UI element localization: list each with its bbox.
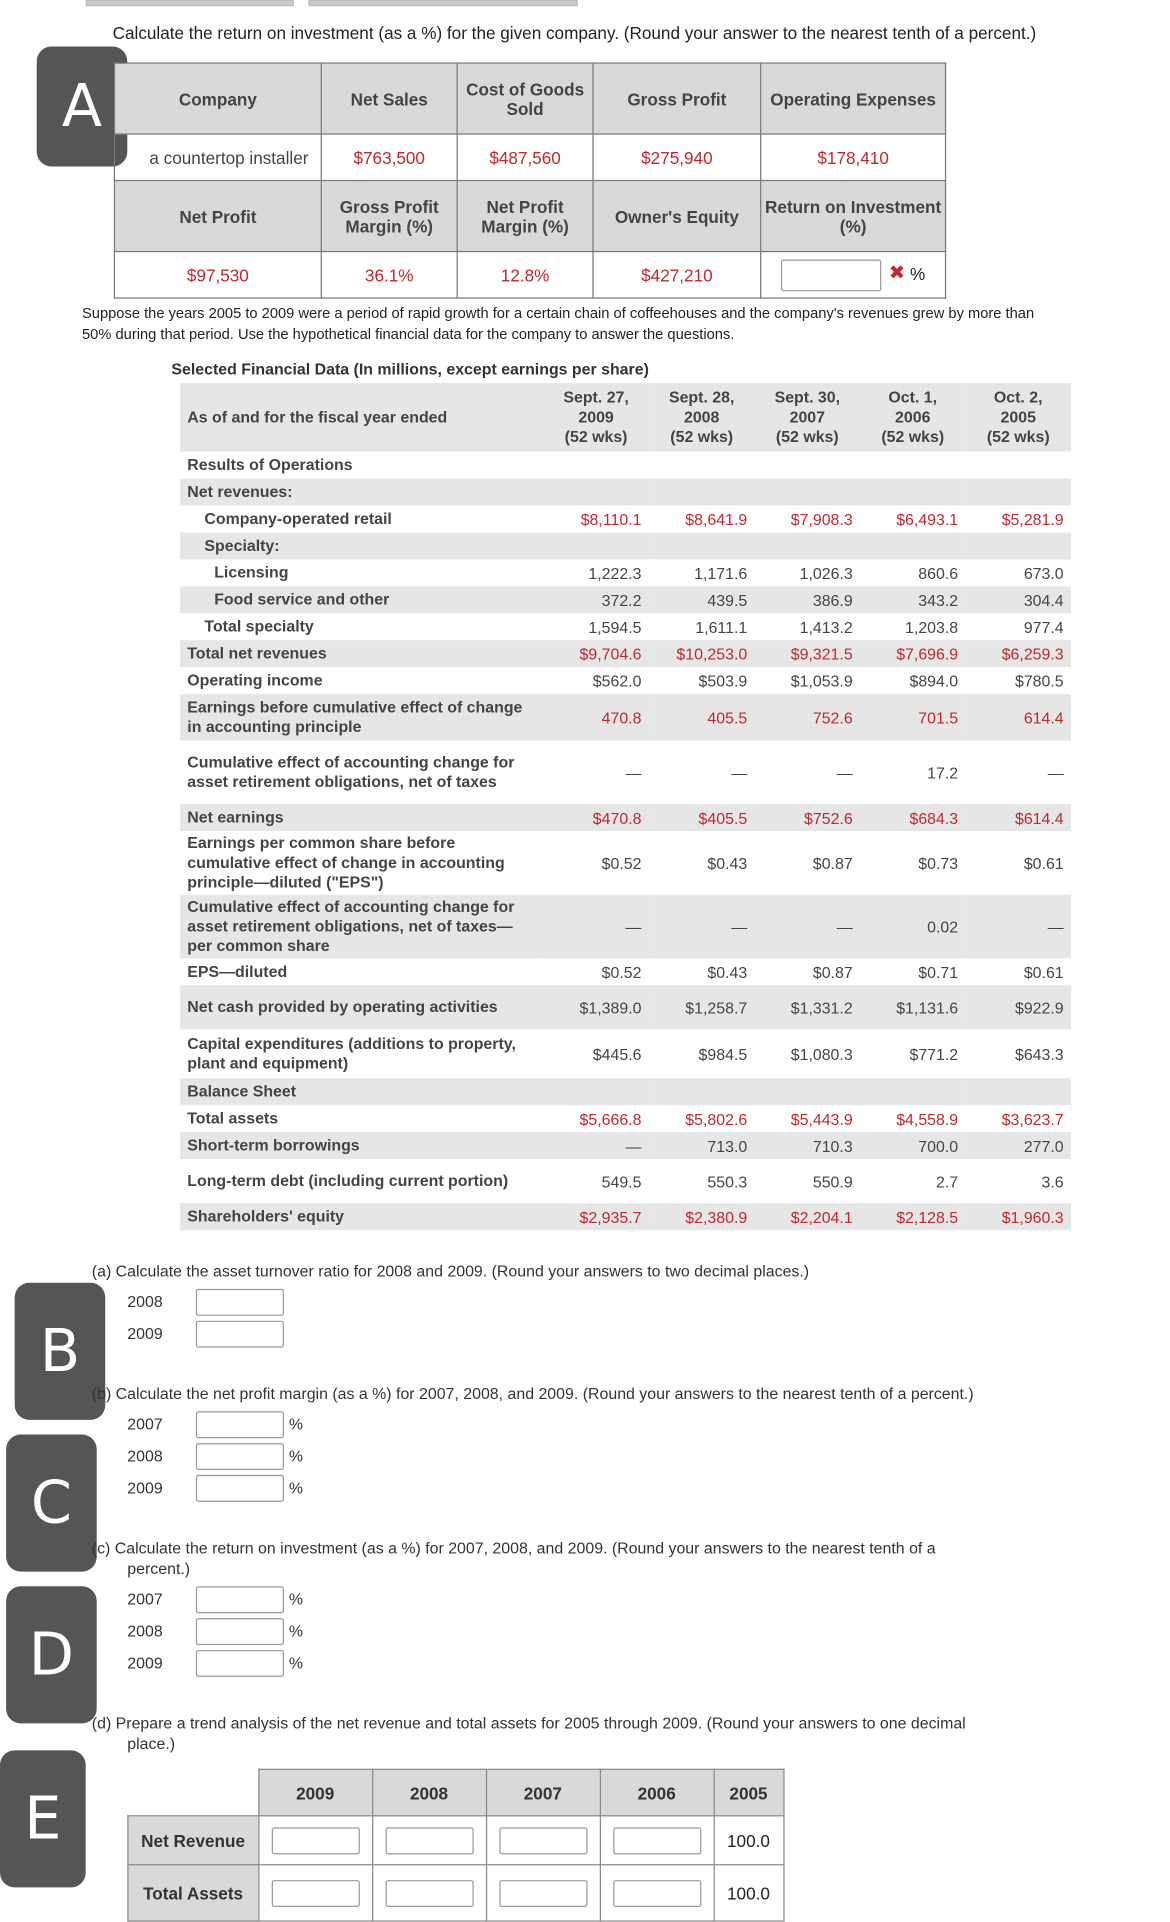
fin-row bbox=[180, 1105, 1071, 1132]
asset-turnover-2009-input[interactable] bbox=[196, 1321, 284, 1348]
fin-cell: $8,641.9 bbox=[685, 509, 748, 529]
fin-cell: $0.71 bbox=[918, 962, 959, 982]
trend-table bbox=[127, 1769, 784, 1922]
cell-net-margin: 12.8% bbox=[457, 252, 593, 299]
fin-cell bbox=[649, 479, 755, 506]
incorrect-x-icon: ✖ bbox=[888, 263, 906, 285]
fin-cell: 277.0 bbox=[965, 1132, 1071, 1159]
fin-cell: $6,259.3 bbox=[965, 640, 1071, 667]
fin-cell: — bbox=[543, 1132, 648, 1159]
fin-cell: — bbox=[965, 895, 1071, 959]
financial-data-table bbox=[180, 383, 1071, 1230]
part-d-text-2: place.) bbox=[127, 1734, 176, 1753]
header-net-profit: Net Profit bbox=[114, 181, 321, 252]
fin-row bbox=[180, 452, 1071, 479]
fin-cell: 439.5 bbox=[649, 586, 755, 613]
top-border-right bbox=[308, 0, 577, 6]
fin-cell bbox=[649, 1078, 755, 1105]
fin-cell: $2,204.1 bbox=[755, 1203, 860, 1230]
fin-cell: 0.02 bbox=[860, 895, 965, 959]
fin-cell bbox=[543, 532, 648, 559]
part-c-year-2009: 2009 bbox=[127, 1653, 163, 1672]
fin-cell: $1,331.2 bbox=[755, 985, 860, 1029]
fin-cell: — bbox=[731, 763, 748, 782]
net-margin-2009-input[interactable] bbox=[196, 1475, 284, 1502]
intro-text: Suppose the years 2005 to 2009 were a period of rapid growth for a certain chain of coffeehouses and the company's revenues grew by more than 50% during that period. Use the hypothetical financial data for the company to answer the questions. bbox=[82, 304, 1035, 343]
fin-cell: $922.9 bbox=[965, 985, 1071, 1029]
fin-cell: $771.2 bbox=[909, 1044, 959, 1064]
percent-sign: % bbox=[288, 1589, 304, 1609]
fin-cell: $0.87 bbox=[812, 962, 853, 982]
cell-operating-expenses: $178,410 bbox=[761, 134, 946, 181]
fin-cell: $0.87 bbox=[812, 853, 853, 873]
part-a-year-2009: 2009 bbox=[127, 1324, 163, 1343]
fin-column-header-line: Sept. 28, bbox=[668, 388, 735, 407]
fin-cell: $984.5 bbox=[698, 1044, 748, 1064]
fin-column-header bbox=[543, 383, 648, 452]
tab-c[interactable]: C bbox=[6, 1435, 97, 1572]
top-question: Calculate the return on investment (as a %) for the given company. (Round your answer to the nearest tenth of a percent.) bbox=[112, 23, 1037, 43]
fin-cell bbox=[649, 532, 755, 559]
fin-row-label: Shareholders' equity bbox=[180, 1203, 543, 1230]
fin-cell: $894.0 bbox=[909, 671, 959, 690]
fin-cell: $503.9 bbox=[698, 671, 748, 690]
fin-cell: $0.52 bbox=[601, 962, 642, 982]
fin-cell bbox=[860, 532, 965, 559]
fin-column-header-line: (52 wks) bbox=[881, 427, 945, 446]
tab-b[interactable]: B bbox=[15, 1283, 106, 1420]
fin-row-label: Licensing bbox=[214, 563, 289, 582]
header-net-margin: Net Profit Margin (%) bbox=[457, 181, 593, 252]
fin-cell: 713.0 bbox=[649, 1132, 755, 1159]
fin-row bbox=[180, 1203, 1071, 1230]
trend-row-total-assets: Total Assets bbox=[128, 1865, 258, 1921]
fin-cell: 1,594.5 bbox=[588, 617, 642, 636]
fin-cell bbox=[755, 479, 860, 506]
fin-cell: $1,258.7 bbox=[649, 985, 755, 1029]
fin-cell bbox=[860, 452, 965, 479]
asset-turnover-2008-input[interactable] bbox=[196, 1289, 284, 1316]
fin-row bbox=[180, 804, 1071, 831]
part-c-year-2007: 2007 bbox=[127, 1589, 163, 1609]
fin-cell: — bbox=[755, 895, 860, 959]
part-c-text-2: percent.) bbox=[127, 1559, 191, 1578]
fin-cell: 1,171.6 bbox=[694, 563, 748, 583]
fin-column-header bbox=[965, 383, 1071, 452]
fin-cell: 860.6 bbox=[918, 563, 959, 583]
trend-revenue-2008-input[interactable] bbox=[385, 1827, 473, 1854]
fin-cell: $2,935.7 bbox=[543, 1203, 648, 1230]
trend-row-net-revenue: Net Revenue bbox=[128, 1816, 258, 1865]
part-b-year-2008: 2008 bbox=[127, 1446, 163, 1466]
fin-cell: $7,696.9 bbox=[860, 640, 965, 667]
fin-row bbox=[180, 559, 1071, 586]
fin-cell: $1,053.9 bbox=[790, 671, 853, 690]
fin-column-header bbox=[649, 383, 755, 452]
cell-net-sales: $763,500 bbox=[321, 134, 457, 181]
fin-row-label: Net earnings bbox=[180, 804, 543, 831]
tab-e[interactable]: E bbox=[0, 1750, 86, 1887]
fin-cell: $10,253.0 bbox=[649, 640, 755, 667]
fin-cell: 1,611.1 bbox=[695, 617, 748, 636]
fin-cell: 673.0 bbox=[1023, 563, 1064, 583]
fin-row-label: Net cash provided by operating activities bbox=[180, 985, 543, 1029]
fin-cell: 977.4 bbox=[1023, 617, 1064, 636]
percent-sign: % bbox=[288, 1478, 304, 1497]
trend-header-2007: 2007 bbox=[486, 1769, 600, 1816]
fin-cell: $1,080.3 bbox=[790, 1044, 853, 1064]
cell-roi bbox=[761, 252, 946, 299]
part-a-year-2008: 2008 bbox=[127, 1292, 163, 1311]
fin-row-label: Cumulative effect of accounting change for asset retirement obligations, net of taxes—per common share bbox=[180, 895, 543, 959]
fin-cell: 549.5 bbox=[601, 1171, 642, 1191]
fin-cell: 372.2 bbox=[543, 586, 648, 613]
company-table bbox=[114, 62, 946, 298]
trend-header-2005: 2005 bbox=[714, 1769, 784, 1816]
percent-sign: % bbox=[288, 1446, 304, 1466]
fin-column-header-line: Sept. 27, bbox=[563, 388, 629, 407]
fin-row-label: Earnings before cumulative effect of change in accounting principle bbox=[180, 694, 543, 741]
fin-column-header-line: 2007 bbox=[789, 407, 825, 426]
fin-row-label: Short-term borrowings bbox=[180, 1132, 543, 1159]
fin-row bbox=[180, 532, 1071, 559]
trend-revenue-2007-input[interactable] bbox=[499, 1827, 587, 1854]
fin-row-label: Specialty: bbox=[180, 532, 543, 559]
fin-cell: 710.3 bbox=[755, 1132, 860, 1159]
header-company: Company bbox=[114, 63, 321, 134]
percent-sign: % bbox=[288, 1653, 304, 1672]
fin-cell: 550.9 bbox=[812, 1171, 853, 1191]
fin-row-label: Earnings per common share before cumulative effect of change in accounting principle—diluted ("EPS") bbox=[187, 833, 505, 892]
fin-cell bbox=[755, 1078, 860, 1105]
fin-cell: $5,281.9 bbox=[1001, 509, 1064, 529]
part-b-year-2007: 2007 bbox=[127, 1414, 163, 1434]
fin-row bbox=[180, 985, 1071, 1029]
fin-column-header-line: 2005 bbox=[1000, 407, 1036, 426]
fin-column-header-line: Sept. 30, bbox=[774, 388, 841, 407]
fin-cell bbox=[649, 452, 755, 479]
fin-column-header-line: 2008 bbox=[683, 407, 720, 426]
part-b-text: (b) Calculate the net profit margin (as a %) for 2007, 2008, and 2009. (Round your answers to the nearest tenth of a percent.) bbox=[91, 1384, 974, 1403]
fin-cell: — bbox=[625, 763, 642, 782]
fin-cell: 1,413.2 bbox=[799, 617, 853, 636]
fin-cell bbox=[860, 1078, 965, 1105]
cell-gross-profit: $275,940 bbox=[593, 134, 761, 181]
fin-row bbox=[180, 895, 1071, 959]
trend-assets-2007-input[interactable] bbox=[499, 1879, 587, 1906]
fin-cell: 2.7 bbox=[936, 1171, 959, 1191]
trend-assets-2006-input[interactable] bbox=[613, 1879, 701, 1906]
fin-row bbox=[180, 479, 1071, 506]
fin-cell: 550.3 bbox=[707, 1171, 748, 1191]
fin-cell: $0.43 bbox=[707, 853, 748, 873]
fin-cell: $2,128.5 bbox=[860, 1203, 965, 1230]
fin-cell bbox=[965, 479, 1071, 506]
fin-cell: $752.6 bbox=[755, 804, 860, 831]
cell-cogs: $487,560 bbox=[457, 134, 593, 181]
fin-cell: $1,389.0 bbox=[543, 985, 648, 1029]
fin-row-label: EPS—diluted bbox=[187, 962, 288, 981]
part-c-year-2008: 2008 bbox=[127, 1621, 163, 1641]
fin-column-header-line: Oct. 1, bbox=[888, 388, 938, 407]
fin-cell: $9,321.5 bbox=[755, 640, 860, 667]
fin-column-header-line: Oct. 2, bbox=[993, 388, 1043, 407]
fin-row bbox=[180, 613, 1071, 640]
fin-row-label: Company-operated retail bbox=[204, 509, 392, 528]
fin-cell: $5,802.6 bbox=[685, 1109, 748, 1128]
fin-row-label: Total net revenues bbox=[180, 640, 543, 667]
fin-cell: $6,493.1 bbox=[896, 509, 959, 529]
fin-cell bbox=[965, 1078, 1071, 1105]
fin-cell: 1,026.3 bbox=[799, 563, 853, 583]
trend-revenue-2005: 100.0 bbox=[714, 1816, 784, 1865]
fin-row bbox=[180, 741, 1071, 805]
fin-cell: 343.2 bbox=[860, 586, 965, 613]
net-margin-2008-input[interactable] bbox=[196, 1443, 284, 1470]
fin-row bbox=[180, 506, 1071, 533]
fin-column-header-line: 2009 bbox=[578, 407, 614, 426]
fin-row-label: Food service and other bbox=[180, 586, 543, 613]
fin-column-header-line: (52 wks) bbox=[670, 427, 734, 446]
fin-cell: 470.8 bbox=[543, 694, 648, 741]
fin-cell bbox=[965, 452, 1071, 479]
fin-cell bbox=[965, 532, 1071, 559]
fin-column-header-line: (52 wks) bbox=[986, 427, 1050, 446]
fin-row-label: Total specialty bbox=[204, 616, 314, 636]
trend-header-2008: 2008 bbox=[372, 1769, 486, 1816]
trend-revenue-2006-input[interactable] bbox=[613, 1827, 701, 1854]
fin-cell: $445.6 bbox=[592, 1044, 642, 1064]
fin-cell: $5,666.8 bbox=[579, 1109, 642, 1128]
fin-cell: $780.5 bbox=[1014, 671, 1064, 690]
fin-cell: 304.4 bbox=[965, 586, 1071, 613]
fin-cell: 614.4 bbox=[965, 694, 1071, 741]
fin-column-header-line: (52 wks) bbox=[564, 427, 628, 446]
fin-row bbox=[180, 831, 1071, 895]
fin-cell: $0.43 bbox=[707, 962, 748, 982]
fin-row bbox=[180, 640, 1071, 667]
fin-cell: $405.5 bbox=[649, 804, 755, 831]
fin-cell: $684.3 bbox=[860, 804, 965, 831]
fin-cell bbox=[543, 479, 648, 506]
fin-row-label: Net revenues: bbox=[180, 479, 543, 506]
fin-cell: $1,131.6 bbox=[860, 985, 965, 1029]
fin-row bbox=[180, 586, 1071, 613]
header-gross-profit: Gross Profit bbox=[593, 63, 761, 134]
percent-sign: % bbox=[288, 1621, 304, 1641]
fin-cell: 701.5 bbox=[860, 694, 965, 741]
header-roi: Return on Investment (%) bbox=[761, 181, 946, 252]
fin-cell: $1,960.3 bbox=[965, 1203, 1071, 1230]
fin-cell: 405.5 bbox=[649, 694, 755, 741]
fin-cell: $470.8 bbox=[543, 804, 648, 831]
cell-owners-equity: $427,210 bbox=[593, 252, 761, 299]
cell-gross-margin: 36.1% bbox=[321, 252, 457, 299]
tab-d[interactable]: D bbox=[6, 1586, 97, 1723]
roi-input[interactable] bbox=[781, 259, 881, 291]
fin-cell: — bbox=[649, 895, 755, 959]
fin-cell: $4,558.9 bbox=[896, 1109, 959, 1128]
fin-cell: $643.3 bbox=[1014, 1044, 1064, 1064]
net-margin-2007-input[interactable] bbox=[196, 1411, 284, 1438]
fin-column-header-line: 2006 bbox=[895, 407, 931, 426]
fin-header-label: As of and for the fiscal year ended bbox=[187, 407, 448, 426]
trend-assets-2008-input[interactable] bbox=[385, 1879, 473, 1906]
header-operating-expenses: Operating Expenses bbox=[761, 63, 946, 134]
part-c-text: (c) Calculate the return on investment (as a %) for 2007, 2008, and 2009. (Round your answers to the nearest tenth of a bbox=[91, 1538, 936, 1557]
fin-row bbox=[180, 1159, 1071, 1203]
fin-cell bbox=[543, 1078, 648, 1105]
fin-cell: 700.0 bbox=[860, 1132, 965, 1159]
fin-column-header-line: (52 wks) bbox=[775, 427, 839, 446]
fin-row bbox=[180, 667, 1071, 694]
part-a-text: (a) Calculate the asset turnover ratio for 2008 and 2009. (Round your answers to two decimal places.) bbox=[91, 1261, 810, 1281]
fin-row-label: Results of Operations bbox=[187, 455, 353, 474]
header-owners-equity: Owner's Equity bbox=[593, 181, 761, 252]
header-gross-margin: Gross Profit Margin (%) bbox=[321, 181, 457, 252]
fin-cell: $9,704.6 bbox=[543, 640, 648, 667]
fin-row bbox=[180, 1029, 1071, 1078]
fin-cell: $614.4 bbox=[965, 804, 1071, 831]
fin-column-header bbox=[755, 383, 860, 452]
fin-cell bbox=[860, 479, 965, 506]
cell-net-profit: $97,530 bbox=[114, 252, 321, 299]
fin-cell: 1,222.3 bbox=[588, 563, 642, 583]
fin-cell bbox=[755, 452, 860, 479]
fin-column-header bbox=[860, 383, 965, 452]
fin-cell: — bbox=[543, 895, 648, 959]
header-net-sales: Net Sales bbox=[321, 63, 457, 134]
fin-row-label: Capital expenditures (additions to property, plant and equipment) bbox=[187, 1034, 516, 1073]
fin-cell: $0.73 bbox=[918, 853, 959, 873]
fin-row-label: Balance Sheet bbox=[180, 1078, 543, 1105]
fin-cell: $7,908.3 bbox=[790, 509, 853, 529]
fin-cell: 1,203.8 bbox=[905, 617, 959, 636]
part-b-year-2009: 2009 bbox=[127, 1478, 163, 1497]
fin-cell: 752.6 bbox=[755, 694, 860, 741]
fin-row bbox=[180, 1078, 1071, 1105]
fin-cell: 17.2 bbox=[927, 763, 959, 782]
cell-company: a countertop installer bbox=[114, 134, 321, 181]
fin-cell: — bbox=[1047, 763, 1064, 782]
fin-cell: 3.6 bbox=[1041, 1171, 1064, 1191]
fin-row bbox=[180, 1132, 1071, 1159]
fin-cell: — bbox=[836, 763, 853, 782]
fin-row-label: Operating income bbox=[187, 670, 323, 690]
fin-cell bbox=[543, 452, 648, 479]
fin-cell: $0.61 bbox=[1023, 962, 1064, 982]
fin-cell: 386.9 bbox=[755, 586, 860, 613]
fin-cell: $562.0 bbox=[592, 671, 642, 690]
fin-row bbox=[180, 958, 1071, 985]
fin-row-label: Total assets bbox=[187, 1108, 279, 1128]
trend-assets-2005: 100.0 bbox=[714, 1865, 784, 1921]
financial-data-title: Selected Financial Data (In millions, except earnings per share) bbox=[171, 359, 649, 379]
fin-cell: $8,110.1 bbox=[580, 509, 642, 529]
fin-row-label: Long-term debt (including current portion) bbox=[187, 1171, 509, 1190]
roi-2008-input[interactable] bbox=[196, 1618, 284, 1645]
trend-header-2006: 2006 bbox=[600, 1769, 714, 1816]
fin-cell: $0.52 bbox=[601, 853, 642, 873]
fin-cell: $0.61 bbox=[1023, 853, 1064, 873]
trend-assets-2009-input[interactable] bbox=[271, 1879, 359, 1906]
fin-cell: $5,443.9 bbox=[790, 1109, 853, 1128]
tab-a[interactable]: A bbox=[37, 47, 128, 167]
percent-sign: % bbox=[288, 1414, 304, 1434]
roi-2009-input[interactable] bbox=[196, 1650, 284, 1677]
top-border-left bbox=[86, 0, 294, 6]
trend-header-2009: 2009 bbox=[258, 1769, 372, 1816]
trend-revenue-2009-input[interactable] bbox=[271, 1827, 359, 1854]
fin-row bbox=[180, 694, 1071, 741]
percent-sign: % bbox=[909, 263, 926, 283]
header-cogs: Cost of Goods Sold bbox=[457, 63, 593, 134]
roi-2007-input[interactable] bbox=[196, 1586, 284, 1613]
fin-cell bbox=[755, 532, 860, 559]
fin-cell: $2,380.9 bbox=[649, 1203, 755, 1230]
fin-row-label: Cumulative effect of accounting change for asset retirement obligations, net of taxes bbox=[187, 752, 515, 791]
part-d-text: (d) Prepare a trend analysis of the net revenue and total assets for 2005 through 2009. (Round your answers to one decimal bbox=[91, 1713, 966, 1732]
fin-cell: $3,623.7 bbox=[1001, 1109, 1064, 1128]
